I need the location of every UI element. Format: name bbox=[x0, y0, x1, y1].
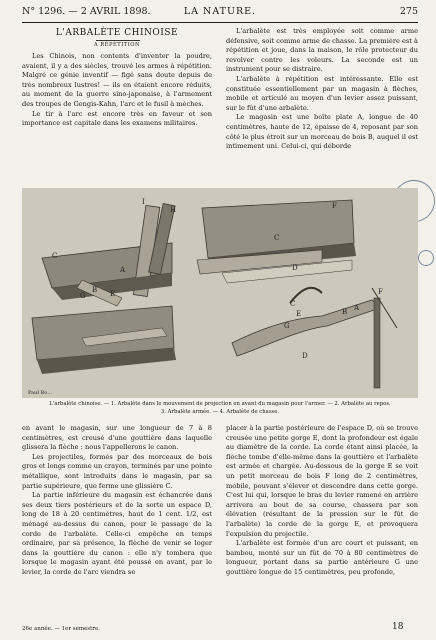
figure-label: A bbox=[120, 266, 126, 274]
paragraph: L'arbalète à répétition est intéressante. Elle est constituée essentiellement par un magasin à flèches, mobile et articulé au moyen d'un levier assez puissant, sur le fût d'une arbalète. bbox=[226, 74, 418, 112]
library-stamp-mark bbox=[418, 250, 434, 266]
figure-label: F bbox=[332, 202, 337, 210]
crossbow-engraving bbox=[22, 188, 418, 398]
sheet-number: 18 bbox=[392, 622, 404, 632]
caption-line-2: 3. Arbalète armée. — 4. Arbalète de chasse. bbox=[160, 409, 280, 415]
paragraph: Le magasin est une boîte plate A, longue de 40 centimètres, haute de 12, épaisse de 4, reposant par son côté le plus étroit sur un morceau de bois B, auquel il est intimement uni. Celui-ci, qui déborde bbox=[226, 113, 418, 151]
figure-label: B bbox=[342, 308, 348, 316]
issue-number: N° 1296. — 2 AVRIL 1898. bbox=[22, 6, 151, 17]
paragraph: L'arbalète est formée d'un arc court et puissant, en bambou, monté sur un fût de 70 à 80 centimètres de longueur, portant dans sa partie antérieure G une gouttière longue de 15 centimètres, peu profonde, bbox=[226, 539, 418, 576]
paragraph: L'arbalète est très employée soit comme arme défensive, soit comme arme de chasse. La première est à répétition et joue, dans la maison, le rôle protecteur du revolver contre les voleurs. La seconde est un instrument pour se distraire. bbox=[226, 27, 418, 74]
crossbow-figure bbox=[22, 188, 418, 398]
running-header bbox=[22, 6, 418, 20]
paragraph: La partie inférieure du magasin est échancrée dans ses deux tiers postérieurs et de la sorte un espace D, long de 18 à 20 centimètres, haut de 1 cent. 1/2, est ménagé au-dessus du canon, pour le passage de la corde de l'arbalète. Celle-ci empêche en temps ordinaire, par sa présence, la flèche de venir se loger dans la gouttière du canon : elle n'y tombera que lorsque le magasin ayant été poussé en avant, par le levier, la corde de l'arc viendra se bbox=[22, 491, 212, 576]
caption-line-1: L'arbalète chinoise. — 1. Arbalète dans le mouvement de projection en avant du magasin pour l'armer. — 2. Arbalète au repos. bbox=[49, 401, 391, 407]
journal-name: LA NATURE. bbox=[183, 6, 257, 17]
column-1 bbox=[22, 52, 212, 129]
figure-label: G bbox=[284, 322, 290, 330]
article-subtitle: A RÉPÉTITION bbox=[93, 42, 141, 48]
figure-label: C bbox=[52, 252, 58, 260]
figure-label: E bbox=[296, 310, 302, 318]
paragraph: placer à la partie postérieure de l'espace D, où se trouve creusée une petite gorge E, dont la profondeur est égale au diamètre de la corde. La corde étant ainsi placée, la flèche tombe d'elle-même dans la gouttière et l'arbalète est armée et chargée. Au-dessous de la gorge E se voit un petit morceau de bois F long de 2 centimètres, mobile, pouvant s'élever et descendre dans cette gorge. C'est lui qui, lorsque le bras du levier ramené en arrière arrivera au bout de sa course, chassera par son élévation (résultant de la pression sur le fût de l'arbalète) la corde de la gorge E, et provoquera l'expulsion du projectile. bbox=[226, 424, 418, 538]
figure-label: B bbox=[92, 286, 98, 294]
engraver-signature: Paul Bo… bbox=[28, 390, 53, 396]
header-rule bbox=[22, 22, 418, 23]
column-3 bbox=[22, 424, 212, 578]
figure-label: C bbox=[274, 234, 280, 242]
figure-label: C bbox=[290, 300, 296, 308]
figure-label: D bbox=[302, 352, 308, 360]
column-4 bbox=[226, 424, 418, 578]
paragraph: Les Chinois, non contents d'inventer la poudre, avaient, il y a des siècles, trouvé les armes à répétition. Malgré ce génie inventif — figé sans doute depuis de très nombreux lustres! — ils en étaient encore réduits, au moment de la guerre sino-japonaise, à l'armement des troupes de Gengis-Kahn, l'arc et le fusil à mèches. bbox=[22, 52, 212, 108]
figure-label: A bbox=[354, 304, 360, 312]
figure-label: F bbox=[378, 288, 383, 296]
column-2 bbox=[226, 27, 418, 152]
paragraph: Le tir à l'arc est encore très en faveur et son importance est capitale dans les examens militaires. bbox=[22, 109, 212, 128]
figure-caption bbox=[22, 400, 418, 416]
article-title: L'ARBALÈTE CHINOISE bbox=[55, 28, 179, 38]
figure-label: G bbox=[80, 292, 86, 300]
figure-label: I bbox=[142, 198, 145, 206]
paragraph: en avant le magasin, sur une longueur de 7 à 8 centimètres, est creusé d'une gouttière dans laquelle glissera la flèche : nous l'appellerons le canon. bbox=[22, 424, 212, 452]
volume-note: 26e année. — 1er semestre. bbox=[22, 626, 100, 632]
title-divider bbox=[96, 40, 140, 41]
figure-label: D bbox=[292, 264, 298, 272]
page-number: 275 bbox=[399, 6, 418, 17]
figure-label: H bbox=[170, 206, 177, 214]
paragraph: Les projectiles, formés par des morceaux de bois gros et longs comme un crayon, terminés par une pointe métallique, sont introduits dans le magasin, par sa partie supérieure, que ferme une glissière C. bbox=[22, 452, 212, 490]
figure-label: E bbox=[110, 290, 116, 298]
